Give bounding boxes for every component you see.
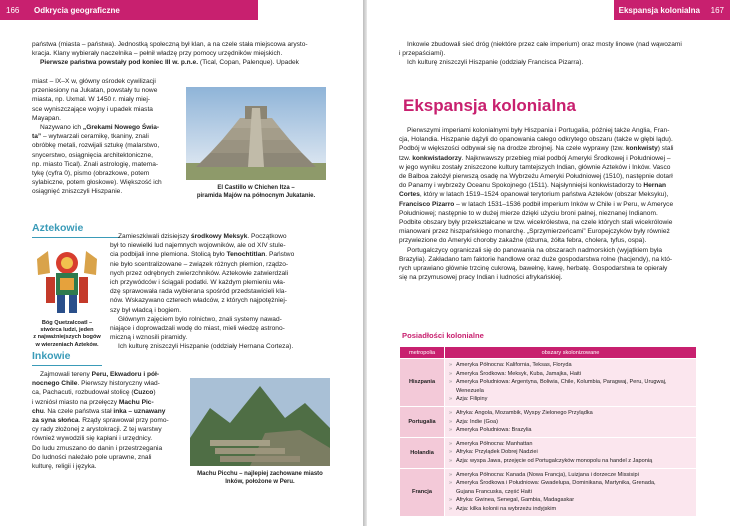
- bold-text: chu: [32, 407, 44, 415]
- inca-continued-text: [399, 40, 699, 68]
- text-line: [32, 398, 182, 407]
- text-line: osiągnięć zniszczyli Hiszpanie.: [32, 188, 123, 196]
- text-line: cja, Holandia. Hiszpanie dążyli do opanowania całego odkrytego obszaru (także w głębi lądu).: [399, 136, 673, 144]
- text-line: [32, 58, 332, 67]
- text-line: [399, 181, 699, 190]
- aztec-heading: Aztekowie: [32, 222, 84, 234]
- text-span: . Rządy sprawował przy pomo-: [78, 417, 169, 425]
- list-item-text: Wenezuela: [456, 387, 484, 394]
- text-span: (Tical, Copan, Palenque). Upadek: [198, 59, 299, 67]
- list-item-text: Ameryka Północna: Kalifornia, Teksas, Floryda: [456, 362, 572, 368]
- list-item: [449, 479, 692, 488]
- text-span: . Pierwszy historyczny wład-: [77, 380, 160, 388]
- bullet-icon: »: [449, 471, 453, 478]
- left-page-header: [0, 0, 258, 20]
- machu-picchu-caption: [190, 471, 330, 487]
- el-castillo-photo: [186, 87, 326, 180]
- text-line: Głównym zajęciem było rolnictwo, znali systemy nawad-: [118, 315, 282, 323]
- list-item: [449, 378, 692, 387]
- table-row: [400, 406, 697, 437]
- table-header-cell: obszary skolonizowane: [445, 347, 697, 359]
- list-item: [449, 387, 692, 396]
- bold-text: konkwistadorzy: [412, 154, 462, 162]
- list-item: [449, 418, 692, 427]
- bullet-icon: »: [449, 379, 453, 386]
- text-line: [399, 200, 699, 209]
- text-line: de Balboa założył pierwszą osadę na Wybrzeżu Ameryki Południowej (1510), następnie dotarł: [399, 173, 673, 181]
- bullet-icon: »: [449, 418, 453, 425]
- list-item-text: Ameryka Północna: Kanada (Nowa Francja), Luizjana i dorzecze Missisipi: [456, 471, 639, 478]
- caption-line: piramida Majów na północnym Jukatanie.: [196, 192, 316, 199]
- bold-text: środkowy Meksyk: [190, 233, 248, 240]
- bold-text: konkwisty: [625, 145, 658, 153]
- caption-line: Inków, położone w Peru.: [225, 478, 295, 485]
- text-span: ca, Pachacuti, rozbudował stolicę (: [32, 389, 134, 397]
- text-span: . Początkowo: [247, 233, 287, 240]
- section-title: Ekspansja kolonialna: [403, 96, 576, 115]
- text-line: Ich kulturę zniszczyli Hiszpanie (oddziały Hernana Corteza).: [118, 343, 294, 351]
- bullet-icon: »: [449, 362, 453, 368]
- list-item-text: Afryka: Gwinea, Senegal, Gambia, Madagaskar: [456, 497, 575, 504]
- text-line: [32, 379, 182, 388]
- caption-line: w wierzeniach Azteków.: [35, 341, 99, 348]
- pyramid-illustration: [186, 87, 326, 180]
- text-span: do Panamy i wybrzeży Oceanu Spokojnego (1511). Najsłynniejsi konkwistadorzy to: [399, 182, 644, 190]
- quetzalcoatl-illustration: [32, 245, 102, 317]
- text-line: cy rady złożonej z arystokracji. Z tej warstwy: [32, 426, 162, 434]
- inca-heading: Inkowie: [32, 350, 71, 362]
- text-line: Ich kulturę zniszczyli Hiszpanie (oddziały Francisca Pizarra).: [407, 59, 584, 67]
- machu-picchu-photo: [190, 378, 330, 466]
- bullet-icon: »: [449, 440, 453, 447]
- bullet-icon: »: [449, 396, 453, 403]
- text-line: miast – IX–X w, główny ośrodek cywilizacji: [32, 78, 156, 85]
- text-line: szy był władcą i bogiem.: [110, 306, 182, 314]
- text-line: sce wyniszczające wojny i upadek miasta: [32, 105, 153, 113]
- left-page: [0, 0, 363, 526]
- left-chapter-title: Odkrycia geograficzne: [34, 6, 120, 15]
- text-span: Zajmowali tereny: [40, 371, 92, 378]
- text-line: przeniesiony na Jukatan, powstały tu nowe: [32, 87, 158, 95]
- caption-line: Machu Picchu – najlepiej zachowane miasto: [197, 471, 323, 477]
- bullet-icon: »: [449, 457, 453, 464]
- text-span: . Państwo: [265, 251, 295, 259]
- text-line: przywiezione do Ameryki choroby zakaźne (dżuma, żółta febra, cholera, tyfus, ospa).: [399, 237, 647, 245]
- bold-text: nocnego Chile: [32, 380, 78, 388]
- text-line: kulturę, religii i języka.: [32, 463, 97, 471]
- text-line: [32, 123, 180, 132]
- list-item: [449, 395, 692, 404]
- el-castillo-caption: [190, 185, 322, 201]
- bold-text: Cuzco: [133, 389, 154, 397]
- text-line: nie było scentralizowane – związek różnych plemion, rządzo-: [110, 260, 289, 268]
- inca-heading-rule: [32, 365, 102, 366]
- text-line: [32, 370, 182, 379]
- text-line: obróbkę metali, rozwijali sztukę (malarstwo,: [32, 142, 160, 150]
- bullet-icon: »: [449, 427, 453, 434]
- text-line: również wywodzili się kapłani i urzędnicy.: [32, 435, 153, 443]
- list-item-text: Azja: kilka kolonii na wybrzeżu indyjskim: [456, 505, 557, 512]
- bullet-icon: »: [449, 480, 453, 487]
- bold-text: ta”: [32, 133, 42, 141]
- list-item-text: Azja: Filipiny: [456, 396, 488, 403]
- text-line: Południowej; następnie to w dużej mierze dzięki użyciu broni palnej, nieznanej Indianom.: [399, 209, 658, 217]
- text-line: [399, 190, 699, 199]
- list-item-text: Azja: Indie (Goa): [456, 418, 498, 425]
- text-line: mianowani przez hiszpańskiego monarchę. „Sprzymierzeńcami” Europejczyków były również: [399, 228, 670, 236]
- bullet-icon: »: [449, 497, 453, 504]
- text-line: Inkowie zbudowali sieć dróg (niektóre przez całe imperium) oraz mosty linowe (nad wąwozami: [407, 41, 682, 48]
- caption-line: z najważniejszych bogów: [33, 334, 101, 341]
- text-line: [32, 132, 180, 141]
- list-item: [449, 440, 692, 449]
- text-line: [110, 232, 332, 241]
- text-line: [399, 144, 699, 153]
- table-cell-colonies: [445, 406, 697, 437]
- bold-text: Machu Pic-: [118, 398, 154, 406]
- text-line: sylabiczne, potem głoskowe). Większość ich: [32, 179, 162, 187]
- text-line: [32, 416, 182, 425]
- bold-text: Cortes: [399, 191, 420, 199]
- bullet-icon: »: [449, 449, 453, 456]
- right-page-header: [614, 0, 730, 20]
- text-line: był to niewielki lud najemnych wojowników, ale od XIV stule-: [110, 242, 286, 250]
- text-line: [32, 407, 182, 416]
- list-item-text: Ameryka Środkowa i Południowa: Gwadelupa, Dominikana, Martynika, Grenada,: [456, 480, 656, 487]
- colonies-table: [399, 346, 697, 517]
- text-line: tykę (cyfra 0), pismo (obrazkowe, potem: [32, 170, 150, 178]
- text-line: [399, 154, 699, 163]
- text-line: Do ludności należało pole uprawne, znali: [32, 453, 152, 461]
- table-row: [400, 359, 697, 407]
- bold-text: Peru, Ekwadoru i pół-: [91, 371, 160, 378]
- bold-text: Francisco Pizarro: [399, 200, 455, 208]
- table-header-cell: metropolia: [400, 347, 445, 359]
- text-line: [32, 388, 182, 397]
- inca-text: [32, 370, 182, 471]
- text-line: [110, 250, 332, 259]
- text-span: – wytwarzali ceramikę, tkaniny, znali: [41, 133, 149, 141]
- bold-text: Tenochtitlan: [226, 251, 266, 259]
- colonies-table-title: Posiadłości kolonialne: [402, 331, 484, 340]
- text-line: Brazylia). Zakładano tam faktorie handlowe oraz duże gospodarstwa rolne (hacjendy), na któ-: [399, 255, 673, 263]
- table-cell-colonies: [445, 437, 697, 468]
- text-line: rych uprawiano głównie trzcinę cukrową, bawełnę, kawę, herbatę. Gospodarstwa te opierały: [399, 265, 668, 273]
- machu-picchu-illustration: [190, 378, 330, 466]
- list-item-text: Afryka: Angola, Mozambik, Wyspy Zielonego Przylądka: [456, 409, 593, 416]
- text-line: Portugalczycy ograniczali się do panowania na obszarach nadmorskich (wyjątkiem była: [407, 246, 663, 254]
- text-span: Zamieszkiwali dzisiejszy: [118, 233, 191, 240]
- table-cell-metropolis: Portugalia: [400, 406, 445, 437]
- list-item: [449, 361, 692, 370]
- list-item: [449, 370, 692, 379]
- caption-line: stwórca ludzi, jeden: [40, 327, 94, 334]
- aztec-text: [110, 232, 332, 352]
- text-span: . Na czele państwa stał: [43, 407, 114, 415]
- text-span: tzw.: [399, 154, 413, 162]
- list-item-text: Ameryka Południowa: Brazylia: [456, 427, 532, 434]
- text-line: miasta, np. Uxmal. W 1450 r. miały miej-: [32, 96, 150, 104]
- list-item: [449, 409, 692, 418]
- text-line: państwa (miasta – państwa). Jednostką społeczną był klan, a na czele stała miejscowa arysto-: [32, 41, 308, 48]
- text-span: i wzniósł miasto na przełęczy: [32, 398, 119, 406]
- list-item-text: Afryka: Przylądek Dobrej Nadziei: [456, 449, 538, 456]
- list-item-text: Gujana Francuska, część Haiti: [456, 488, 532, 495]
- caption-line: Bóg Quetzalcoatl –: [41, 320, 93, 326]
- text-span: . Najkrwawszy przebieg miał podbój Ameryki Środkowej i Południowej –: [461, 154, 671, 162]
- list-item: [449, 505, 692, 514]
- text-span: , który w latach 1519–1524 opanował terytorium państwa Azteków (obszar Meksyku),: [419, 191, 669, 199]
- bold-text: „Grekami Nowego Świa-: [82, 124, 160, 132]
- text-line: Mayapan.: [32, 114, 61, 122]
- text-line: w jego wyniku zostały zniszczone kultury tamtejszych Indian, głównie Azteków i Inków. Vasco: [399, 163, 671, 171]
- table-cell-colonies: [445, 359, 697, 407]
- left-page-number: 166: [6, 6, 20, 15]
- text-span: Podbój w większości odbywał się na drodze zbrojnej. Na czele wyprawy (tzw.: [399, 145, 626, 153]
- text-span: Nazywano ich: [40, 124, 83, 132]
- quetzalcoatl-caption: [30, 320, 104, 349]
- list-item-text: Ameryka Północna: Manhattan: [456, 440, 533, 447]
- text-line: snycerstwo, osiągnięcia architektoniczne,: [32, 151, 153, 159]
- text-span: cia podbijali inne plemiona. Stolicą było: [110, 251, 227, 259]
- text-line: Do ludu zmuszano do danin i przestrzegania: [32, 444, 163, 452]
- bold-text: Pierwsze państwa powstały pod koniec III w. p.n.e.: [40, 59, 199, 67]
- text-span: – w latach 1531–1536 podbił imperium Inków w Chile i w Peru, w Ameryce: [454, 200, 674, 208]
- text-line: dzę sprawowała rada wybierana spośród przedstawicieli kla-: [110, 288, 287, 296]
- list-item: [449, 448, 692, 457]
- text-line: Podbite obszary były przekształcane w tzw. wicekrólestwa, na czele których stali wicekrólowie: [399, 219, 673, 227]
- text-line: i przepaściami).: [399, 50, 446, 58]
- bold-text: za syna słońca: [32, 417, 79, 425]
- aztec-heading-rule: [32, 237, 120, 238]
- text-line: kracja. Klany wybierały naczelnika – pełnił władzę przy pomocy urzędników miejskich.: [32, 50, 283, 58]
- text-line: Pierwszymi imperiami kolonialnymi były Hiszpania i Portugalia, później także Anglia, Fran-: [407, 127, 670, 134]
- list-item: [449, 471, 692, 480]
- right-chapter-title: Ekspansja kolonialna: [618, 6, 700, 15]
- list-item: [449, 457, 692, 466]
- text-line: miczną i wznosili piramidy.: [110, 334, 188, 342]
- right-page-number: 167: [710, 6, 724, 15]
- table-row: [400, 437, 697, 468]
- table-cell-metropolis: Holandia: [400, 437, 445, 468]
- maya-text-top: [32, 40, 332, 68]
- text-line: się na przymusowej pracy Indian i ludności afrykańskiej.: [399, 274, 563, 282]
- table-cell-metropolis: Francja: [400, 468, 445, 516]
- list-item: [449, 496, 692, 505]
- list-item-text: Ameryka Środkowa: Meksyk, Kuba, Jamajka, Haiti: [456, 370, 581, 377]
- bullet-icon: »: [449, 370, 453, 377]
- bullet-icon: »: [449, 505, 453, 512]
- table-cell-metropolis: Hiszpania: [400, 359, 445, 407]
- table-row: [400, 468, 697, 516]
- text-line: ich przywódców i ściągali podatki. W każdym plemieniu wła-: [110, 279, 286, 287]
- text-line: np. miasto Tical). Znali astrologię, matema-: [32, 160, 159, 168]
- maya-text-narrow: [32, 77, 180, 197]
- text-line: nych przez odrębnych zwierzchników. Aztekowie zatwierdzali: [110, 269, 289, 277]
- table-cell-colonies: [445, 468, 697, 516]
- bold-text: Hernan: [643, 182, 667, 190]
- list-item: [449, 488, 692, 497]
- list-item-text: Ameryka Południowa: Argentyna, Boliwia, Chile, Kolumbia, Paragwaj, Peru, Urugwaj,: [456, 379, 667, 386]
- text-span: ) stali: [657, 145, 674, 153]
- quetzalcoatl-image: [32, 245, 102, 317]
- bold-text: inka – uznawany: [113, 407, 166, 415]
- text-span: ): [153, 389, 156, 397]
- bullet-icon: »: [449, 409, 453, 416]
- text-line: nów. Wskazywano czterech władców, z których najpotężniej-: [110, 297, 288, 305]
- text-line: niające i doprowadzali wodę do miast, mieli wiedzę astrono-: [110, 325, 285, 333]
- table-header-row: [400, 347, 697, 359]
- colonial-expansion-text: [399, 126, 699, 282]
- right-page: [367, 0, 730, 526]
- list-item-text: Azja: wyspa Jawa, przejęcie od Portugalczyków monopolu na handel z Japonią: [456, 457, 653, 464]
- caption-line: El Castillo w Chichen Itza –: [217, 185, 295, 191]
- list-item: [449, 426, 692, 435]
